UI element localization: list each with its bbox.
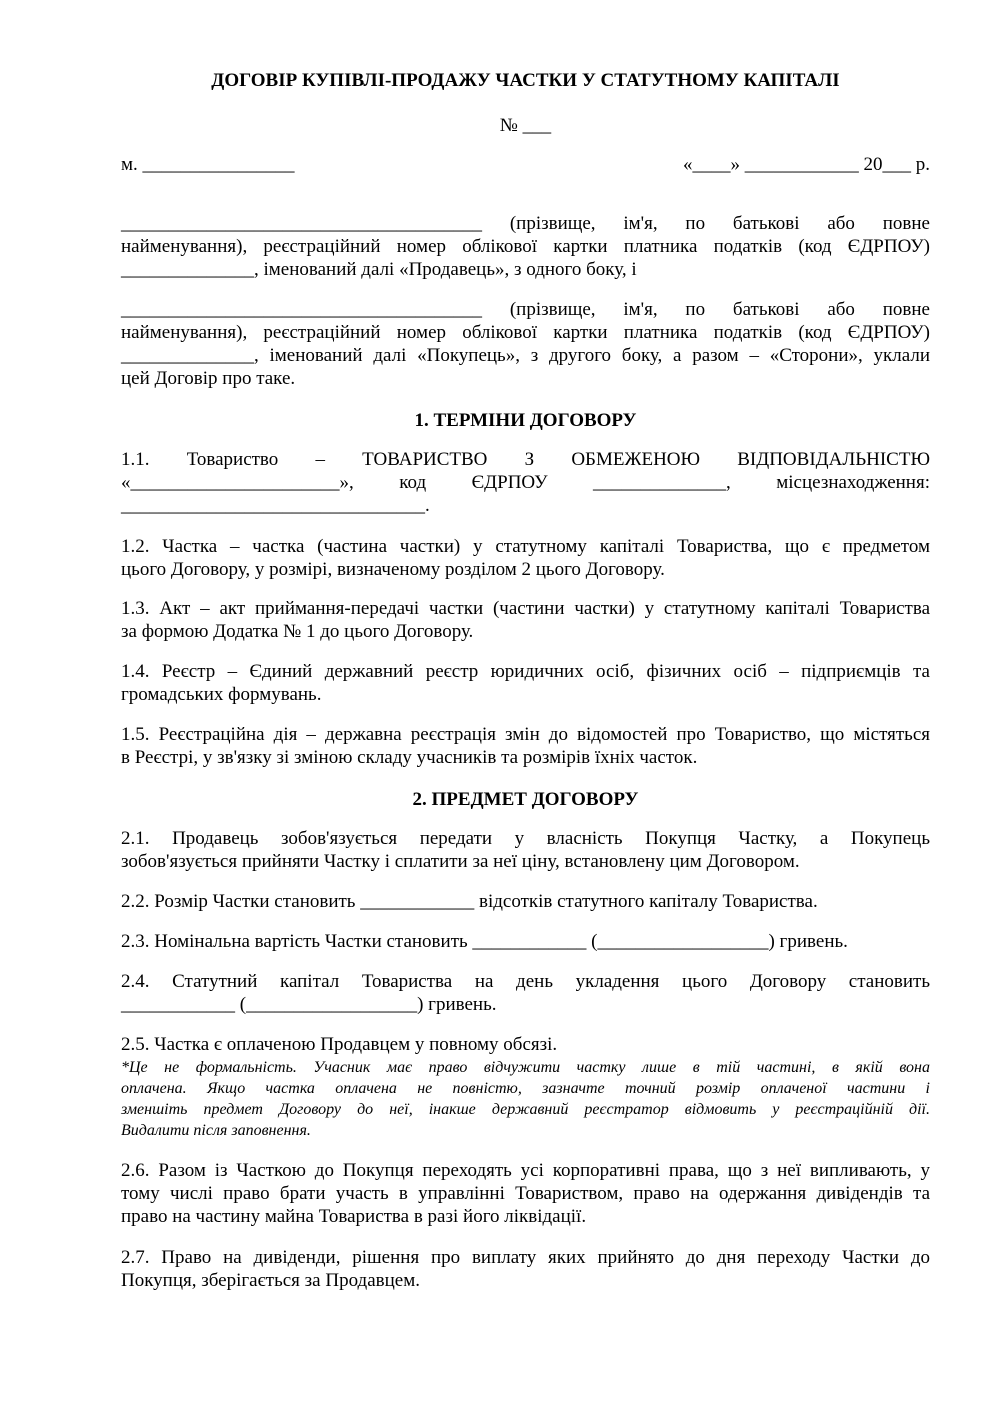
text-line: найменування), реєстраційний номер облікової картки платника податків (код ЄДРПОУ) xyxy=(121,322,930,343)
section-heading-subject: 2. ПРЕДМЕТ ДОГОВОРУ xyxy=(412,789,639,810)
text-line: ______________, іменований далі «Продавець», з одного боку, і xyxy=(121,259,637,280)
text-line: «______________________», код ЄДРПОУ ______________, місцезнаходження: xyxy=(121,472,930,493)
section-heading-terms: 1. ТЕРМІНИ ДОГОВОРУ xyxy=(414,410,637,431)
date-field: «____» ____________ 20___ р. xyxy=(683,154,930,175)
text-line: 2.5. Частка є оплаченою Продавцем у повному обсязі. xyxy=(121,1034,558,1055)
clause-1-1 xyxy=(121,448,930,517)
party-buyer-paragraph xyxy=(121,298,930,390)
text-line: 1.1. Товариство – ТОВАРИСТВО З ОБМЕЖЕНОЮ ВІДПОВІДАЛЬНІСТЮ xyxy=(121,449,930,470)
clause-2-7 xyxy=(121,1246,930,1292)
clause-1-2 xyxy=(121,535,930,581)
clause-2-2 xyxy=(121,890,930,913)
text-line: ____________ (__________________) гривень. xyxy=(121,994,497,1015)
text-line: 2.2. Розмір Частки становить ____________ відсотків статутного капіталу Товариства. xyxy=(121,891,818,912)
clause-2-3 xyxy=(121,930,930,953)
text-line: цей Договір про таке. xyxy=(121,368,296,389)
text-line: 2.6. Разом із Часткою до Покупця переходять усі корпоративні права, що з неї випливають, у xyxy=(121,1160,930,1181)
text-line: 1.3. Акт – акт приймання-передачі частки (частини частки) у статутному капіталі Товариства xyxy=(121,598,930,619)
text-line: цього Договору, у розмірі, визначеному розділом 2 цього Договору. xyxy=(121,559,665,580)
text-line: 2.7. Право на дивіденди, рішення про виплату яких прийнято до дня переходу Частки до xyxy=(121,1247,930,1268)
text-line: ______________________________________ (прізвище, ім'я, по батькові або повне xyxy=(121,299,930,320)
editor-note xyxy=(121,1057,930,1141)
clause-2-4 xyxy=(121,970,930,1016)
document-title: ДОГОВІР КУПІВЛІ-ПРОДАЖУ ЧАСТКИ У СТАТУТНОМУ КАПІТАЛІ xyxy=(211,70,840,91)
text-line: 2.3. Номінальна вартість Частки становить ____________ (__________________) гривень. xyxy=(121,931,848,952)
place-date-row xyxy=(121,153,930,176)
text-line: за формою Додатка № 1 до цього Договору. xyxy=(121,621,474,642)
clause-1-3 xyxy=(121,597,930,643)
text-line: тому числі право брати участь в управлінні Товариством, право на одержання дивідендів та xyxy=(121,1183,930,1204)
text-line: в Реєстрі, у зв'язку зі зміною складу учасників та розмірів їхніх часток. xyxy=(121,747,698,768)
party-seller-paragraph xyxy=(121,212,930,281)
text-line: ______________, іменований далі «Покупець», з другого боку, а разом – «Сторони», уклали xyxy=(121,345,930,366)
text-line: ________________________________. xyxy=(121,495,430,516)
note-line: Видалити після заповнення. xyxy=(121,1122,311,1139)
note-line: оплачена. Якщо частка оплачена не повністю, зазначте точний розмір оплаченої частини і xyxy=(121,1080,930,1097)
text-line: 1.2. Частка – частка (частина частки) у статутному капіталі Товариства, що є предметом xyxy=(121,536,930,557)
note-line: зменшіть предмет Договору до неї, інакше державний реєстратор відмовить у реєстраційній дії. xyxy=(121,1101,930,1118)
clause-2-5 xyxy=(121,1033,930,1056)
text-line: Покупця, зберігається за Продавцем. xyxy=(121,1270,420,1291)
clause-2-6 xyxy=(121,1159,930,1228)
text-line: ______________________________________ (прізвище, ім'я, по батькові або повне xyxy=(121,213,930,234)
clause-1-4 xyxy=(121,660,930,706)
text-line: право на частину майна Товариства в разі його ліквідації. xyxy=(121,1206,587,1227)
city-field: м. ________________ xyxy=(121,154,295,175)
text-line: 2.4. Статутний капітал Товариства на день укладення цього Договору становить xyxy=(121,971,930,992)
text-line: зобов'язується прийняти Частку і сплатити за неї ціну, встановлену цим Договором. xyxy=(121,851,800,872)
text-line: 1.4. Реєстр – Єдиний державний реєстр юридичних осіб, фізичних осіб – підприємців та xyxy=(121,661,930,682)
text-line: найменування), реєстраційний номер облікової картки платника податків (код ЄДРПОУ) xyxy=(121,236,930,257)
contract-number: № ___ xyxy=(499,115,552,136)
text-line: громадських формувань. xyxy=(121,684,322,705)
clause-2-1 xyxy=(121,827,930,873)
note-line: *Це не формальність. Учасник має право відчужити частку лише в тій частині, в якій вона xyxy=(121,1059,930,1076)
text-line: 1.5. Реєстраційна дія – державна реєстрація змін до відомостей про Товариство, що містяться xyxy=(121,724,930,745)
clause-1-5 xyxy=(121,723,930,769)
text-line: 2.1. Продавець зобов'язується передати у власність Покупця Частку, а Покупець xyxy=(121,828,930,849)
